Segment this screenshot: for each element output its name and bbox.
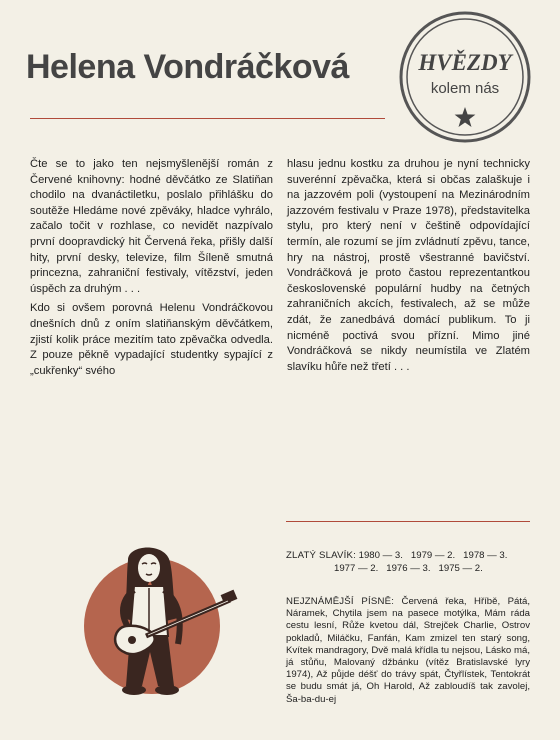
songs-label: NEJZNÁMĚJŠÍ PÍSNĚ:	[286, 596, 395, 607]
badge-bottom-text: kolem nás	[430, 80, 500, 97]
article-right-column	[287, 157, 530, 375]
known-songs	[286, 596, 530, 706]
badge-top-text: HVĚZDY	[418, 50, 512, 75]
article-paragraph-2: Kdo si ovšem porovná Helenu Vondráčkovou dnešních dnů z oním slatiňanským děvčátkem, zjistí kolik práce mezitím tato zpěvačka odvedla. Z pouze pěkně vypadající studentky sypající z „cukřenky“ svého	[30, 302, 273, 377]
page-title: Helena Vondráčková	[26, 48, 349, 86]
songs-list: Červená řeka, Hříbě, Pátá, Náramek, Chytila jsem na pasece motýlka, Mám ráda cestu lesní, Růže kvetou dál, Strejček Charlie, Ostrov pokladů, Miláčku, Fanfán, Kam zmizel ten starý song, Kvítek mandragory, Dvě malá křídla tu nejsou, Lásko má, já stůňu, Malovaný džbánku (vítěz Bratislavské lyry 1974), Až půjde déšť do trávy spát, Čtyřlístek, Tentokrát se budu smát já, Oh Harold, Až zabloudíš tak zavolej, Ša-ba-du-ej	[286, 596, 530, 705]
star-icon	[455, 107, 476, 127]
zlaty-slavik-row-2: 1977 — 2. 1976 — 3. 1975 — 2.	[334, 562, 483, 574]
zlaty-slavik-label: ZLATÝ SLAVÍK:	[286, 550, 356, 561]
article-left-column	[30, 157, 273, 379]
guitarist-illustration	[70, 540, 240, 710]
article-paragraph-3: hlasu jednu kostku za druhou je nyní technicky suverénní zpěvačka, která si občas zalaškuje i na jazzovém poli (vystoupení na Mezinárodním jazzovém festivalu v Praze 1978), představitelka stylu, pro který není v češtině odpovídající termín, ale rozumí se jím zvládnutí zpěvu, tance, hry na nástroj, prostě všestranné bavičství. Vondráčková je proto častou reprezentantkou československé populární hudby na četných zahraničních akcích, festivalech, až se může zdát, že zanedbává domácí publikum. To ji nicméně poctivá svou přízní. Mimo jiné Vondráčková se nikdy neumístila ve Zlatém slavíku hůře než třetí . . .	[287, 158, 530, 373]
zlaty-slavik-results	[286, 550, 534, 575]
zlaty-slavik-row-1: 1980 — 3. 1979 — 2. 1978 — 3.	[358, 550, 508, 561]
article-paragraph-1: Čte se to jako ten nejsmyšlenější román z Červené knihovny: hodné děvčátko ze Slatiňan chodilo na dvanáctiletku, poslalo přihlášku do soutěže Hledáme nové zpěváky, hladce vyhrálo, začalo točit v rozhlase, co nevidět nazpívalo první doopravdický hit Červená řeka, přišly další hity, první desky, televize, film Šíleně smutná princezna, zahraniční festivaly, vítězství, jeden úspěch za druhým . . .	[30, 158, 273, 295]
title-divider	[30, 118, 385, 119]
hvezdy-kolem-nas-badge	[398, 10, 532, 144]
stats-divider	[286, 521, 530, 522]
